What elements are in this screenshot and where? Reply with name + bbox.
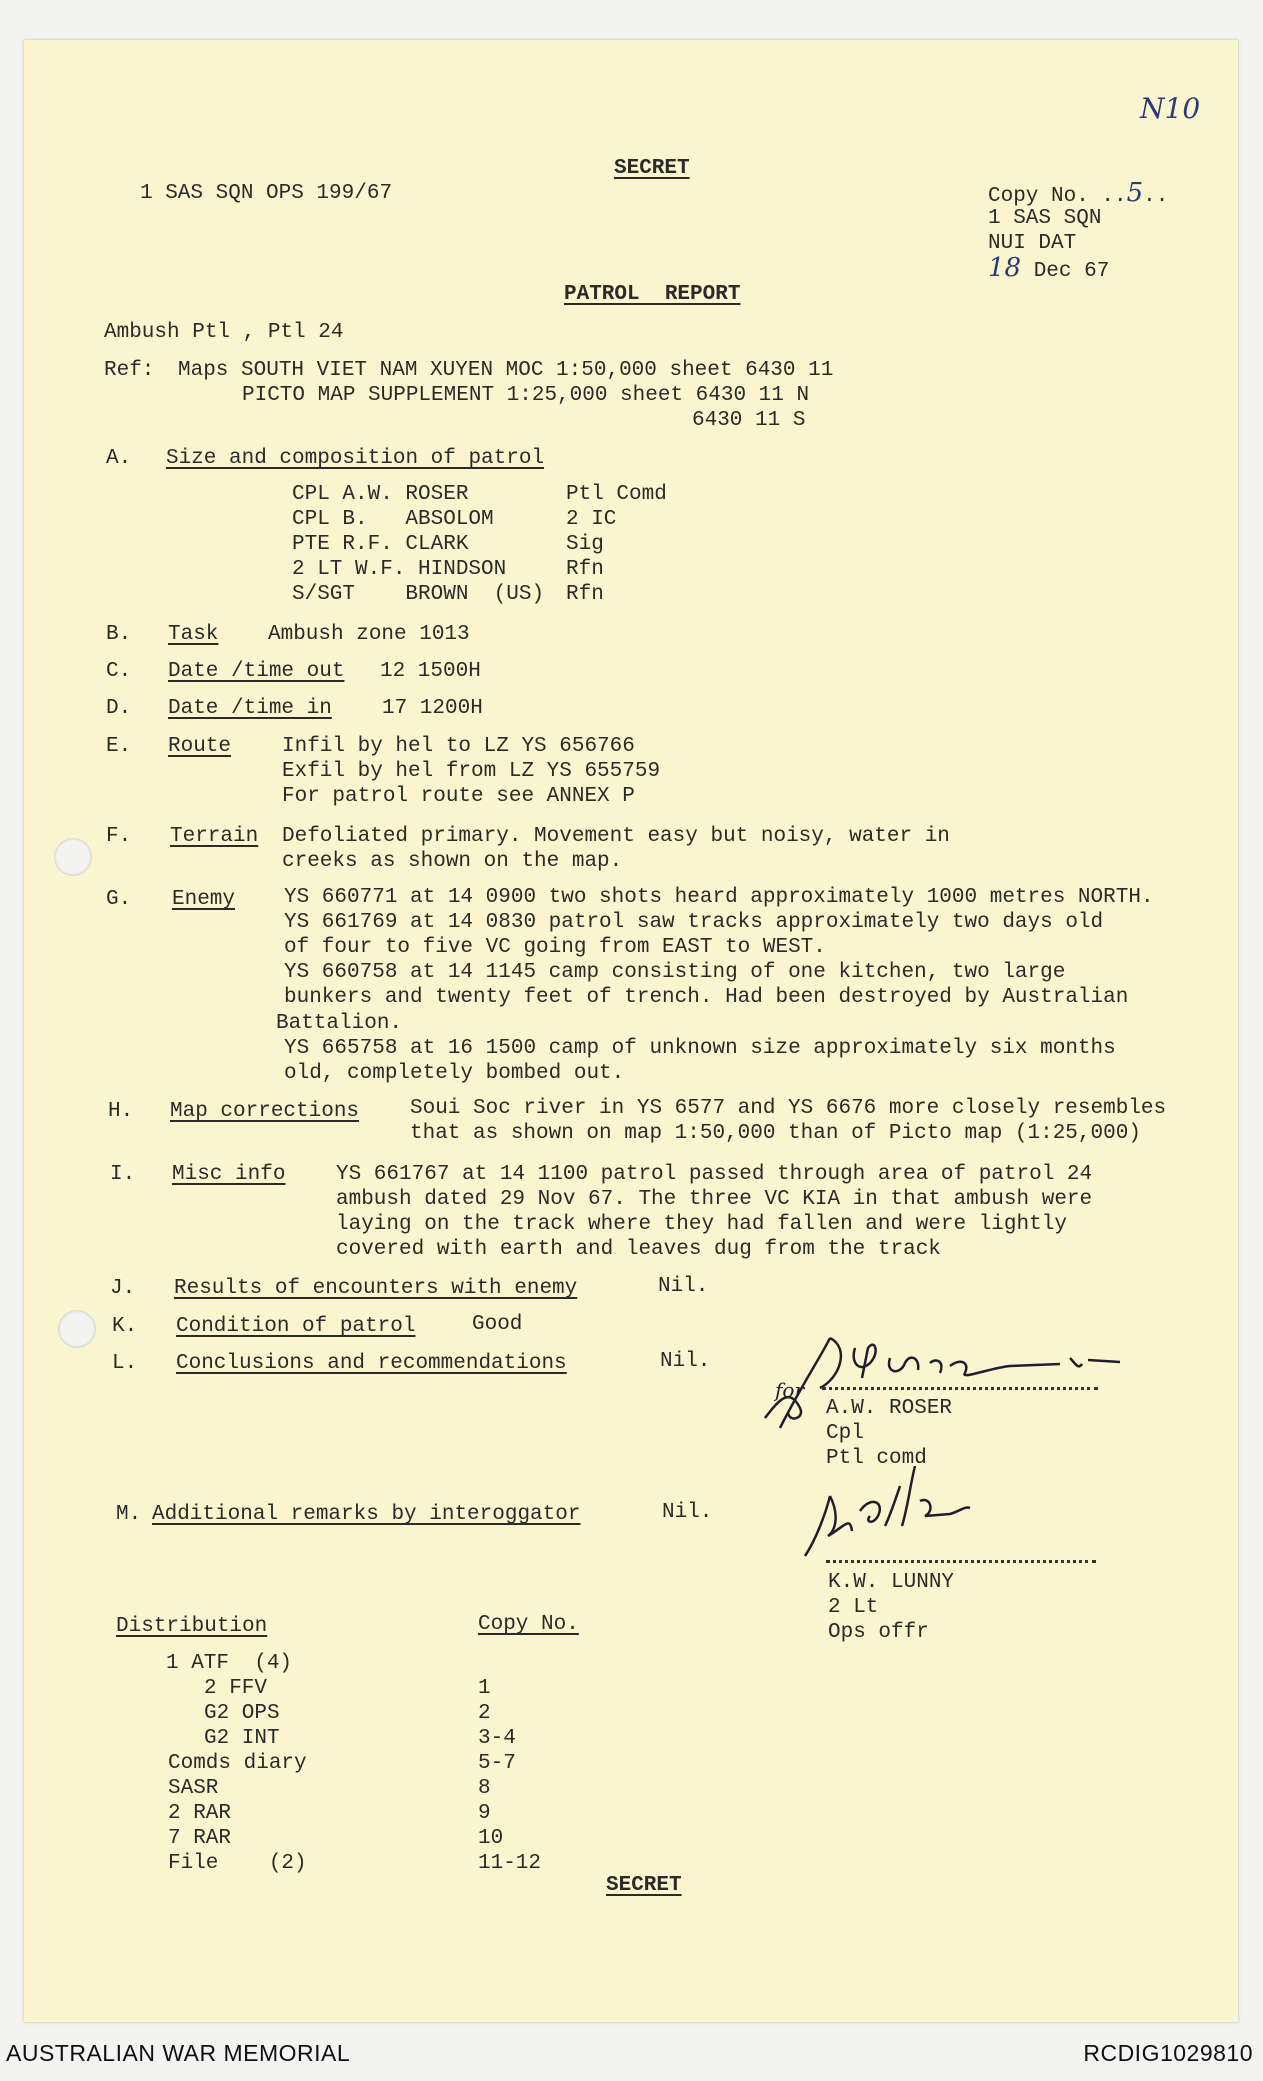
section-heading-route: Route	[168, 735, 232, 758]
distribution-copy: 8	[478, 1777, 491, 1800]
member-name: 2 LT W.F. HINDSON	[292, 558, 507, 581]
section-letter: D.	[106, 697, 132, 720]
report-title: PATROL REPORT	[564, 283, 741, 306]
section-heading-time-out: Date /time out	[168, 660, 345, 683]
distribution-recipient: SASR	[168, 1777, 219, 1800]
ref-line: Maps SOUTH VIET NAM XUYEN MOC 1:50,000 sheet 6430 11	[178, 359, 834, 382]
terrain-line: Defoliated primary. Movement easy but noisy, water in	[282, 825, 950, 848]
section-heading-encounters: Results of encounters with enemy	[174, 1277, 578, 1300]
route-line: Exfil by hel from LZ YS 655759	[282, 760, 661, 783]
distribution-recipient: 2 FFV	[204, 1677, 268, 1700]
signature-lunny	[790, 1456, 1050, 1566]
classification-bottom: SECRET	[606, 1874, 682, 1897]
section-letter: K.	[112, 1315, 138, 1338]
footer-record-id: RCDIG1029810	[1083, 2040, 1253, 2066]
signatory-appointment: Ptl comd	[826, 1447, 927, 1470]
distribution-heading: Distribution	[116, 1615, 268, 1638]
distribution-recipient: 1 ATF (4)	[166, 1652, 293, 1675]
section-heading-task: Task	[168, 623, 219, 646]
enemy-line: YS 661769 at 14 0830 patrol saw tracks approximately two days old	[284, 911, 1104, 934]
distribution-recipient: G2 INT	[204, 1727, 280, 1750]
punch-hole	[58, 1310, 96, 1348]
signatory-rank: 2 Lt	[828, 1596, 879, 1619]
terrain-line: creeks as shown on the map.	[282, 850, 623, 873]
signature-line	[822, 1387, 1098, 1390]
member-role: Sig	[566, 533, 604, 556]
distribution-copy: 10	[478, 1827, 504, 1850]
section-heading-enemy: Enemy	[172, 888, 236, 911]
section-heading-condition: Condition of patrol	[176, 1315, 416, 1338]
distribution-copy: 5-7	[478, 1752, 516, 1775]
condition-text: Good	[472, 1313, 523, 1336]
enemy-line: bunkers and twenty feet of trench. Had been destroyed by Australian	[284, 986, 1129, 1009]
misc-info-line: laying on the track where they had fallen and were lightly	[336, 1213, 1067, 1236]
signatory-appointment: Ops offr	[828, 1621, 929, 1644]
reference-number: 1 SAS SQN OPS 199/67	[140, 182, 393, 205]
distribution-copy: 1	[478, 1677, 491, 1700]
date-day-handwritten: 18	[988, 253, 1022, 283]
section-letter: H.	[108, 1100, 134, 1123]
enemy-line: YS 665758 at 16 1500 camp of unknown size approximately six months	[284, 1037, 1116, 1060]
signatory-name: A.W. ROSER	[826, 1397, 953, 1420]
location: NUI DAT	[988, 232, 1077, 255]
signature-line	[826, 1560, 1096, 1563]
time-in-text: 17 1200H	[382, 697, 483, 720]
signatory-name: K.W. LUNNY	[828, 1571, 955, 1594]
section-heading-conclusions: Conclusions and recommendations	[176, 1352, 567, 1375]
member-name: CPL B. ABSOLOM	[292, 508, 494, 531]
misc-info-line: ambush dated 29 Nov 67. The three VC KIA in that ambush were	[336, 1188, 1093, 1211]
member-name: PTE R.F. CLARK	[292, 533, 469, 556]
unit: 1 SAS SQN	[988, 207, 1102, 230]
member-name: S/SGT BROWN (US)	[292, 583, 545, 606]
for-annotation: for	[775, 1378, 805, 1402]
distribution-copy: 3-4	[478, 1727, 516, 1750]
member-role: Rfn	[566, 583, 604, 606]
ref-line: PICTO MAP SUPPLEMENT 1:25,000 sheet 6430 11 N	[242, 384, 810, 407]
report-date: 18 Dec 67	[988, 253, 1110, 283]
copy-no-heading: Copy No.	[478, 1613, 579, 1636]
remarks-text: Nil.	[662, 1501, 713, 1524]
map-corrections-line: Soui Soc river in YS 6577 and YS 6676 more closely resembles	[410, 1097, 1167, 1120]
section-heading-terrain: Terrain	[170, 825, 259, 848]
section-letter: A.	[106, 447, 132, 470]
ref-label: Ref:	[104, 359, 155, 382]
enemy-line: Battalion.	[276, 1012, 403, 1035]
distribution-recipient: 7 RAR	[168, 1827, 232, 1850]
enemy-line: old, completely bombed out.	[284, 1062, 625, 1085]
section-letter: M.	[116, 1503, 142, 1526]
page-mark: N10	[1140, 92, 1201, 125]
task-text: Ambush zone 1013	[268, 623, 470, 646]
distribution-copy: 9	[478, 1802, 491, 1825]
copy-number-handwritten: 5	[1126, 178, 1144, 208]
ref-line: 6430 11 S	[692, 409, 806, 432]
section-letter: I.	[110, 1163, 136, 1186]
classification-top: SECRET	[614, 157, 690, 180]
section-heading-misc-info: Misc info	[172, 1163, 286, 1186]
section-letter: E.	[106, 735, 132, 758]
section-letter: B.	[106, 623, 132, 646]
section-letter: G.	[106, 888, 132, 911]
footer-archive-name: AUSTRALIAN WAR MEMORIAL	[6, 2040, 351, 2066]
encounters-text: Nil.	[658, 1275, 709, 1298]
map-corrections-line: that as shown on map 1:50,000 than of Picto map (1:25,000)	[410, 1122, 1141, 1145]
distribution-recipient: Comds diary	[168, 1752, 307, 1775]
enemy-line: YS 660771 at 14 0900 two shots heard approximately 1000 metres NORTH.	[284, 886, 1154, 909]
member-role: Rfn	[566, 558, 604, 581]
enemy-line: of four to five VC going from EAST to WEST.	[284, 936, 826, 959]
member-role: Ptl Comd	[566, 483, 667, 506]
distribution-recipient: 2 RAR	[168, 1802, 232, 1825]
enemy-line: YS 660758 at 14 1145 camp consisting of one kitchen, two large	[284, 961, 1066, 984]
conclusions-text: Nil.	[660, 1350, 711, 1373]
section-heading-time-in: Date /time in	[168, 697, 332, 720]
route-line: Infil by hel to LZ YS 656766	[282, 735, 635, 758]
misc-info-line: covered with earth and leaves dug from the track	[336, 1238, 941, 1261]
member-name: CPL A.W. ROSER	[292, 483, 469, 506]
section-letter: F.	[106, 825, 132, 848]
misc-info-line: YS 661767 at 14 1100 patrol passed through area of patrol 24	[336, 1163, 1093, 1186]
member-role: 2 IC	[566, 508, 617, 531]
punch-hole	[54, 838, 92, 876]
section-heading-composition: Size and composition of patrol	[166, 447, 545, 470]
distribution-copy: 11-12	[478, 1852, 542, 1875]
distribution-recipient: G2 OPS	[204, 1702, 280, 1725]
copy-number: Copy No. ..5..	[988, 178, 1169, 208]
section-letter: J.	[110, 1277, 136, 1300]
section-heading-remarks: Additional remarks by interoggator	[152, 1503, 581, 1526]
report-subtitle: Ambush Ptl , Ptl 24	[104, 321, 344, 344]
distribution-recipient: File (2)	[168, 1852, 307, 1875]
route-line: For patrol route see ANNEX P	[282, 785, 635, 808]
section-letter: C.	[106, 660, 132, 683]
section-letter: L.	[112, 1352, 138, 1375]
signatory-rank: Cpl	[826, 1422, 864, 1445]
distribution-copy: 2	[478, 1702, 491, 1725]
section-heading-map-corrections: Map corrections	[170, 1100, 360, 1123]
time-out-text: 12 1500H	[380, 660, 481, 683]
